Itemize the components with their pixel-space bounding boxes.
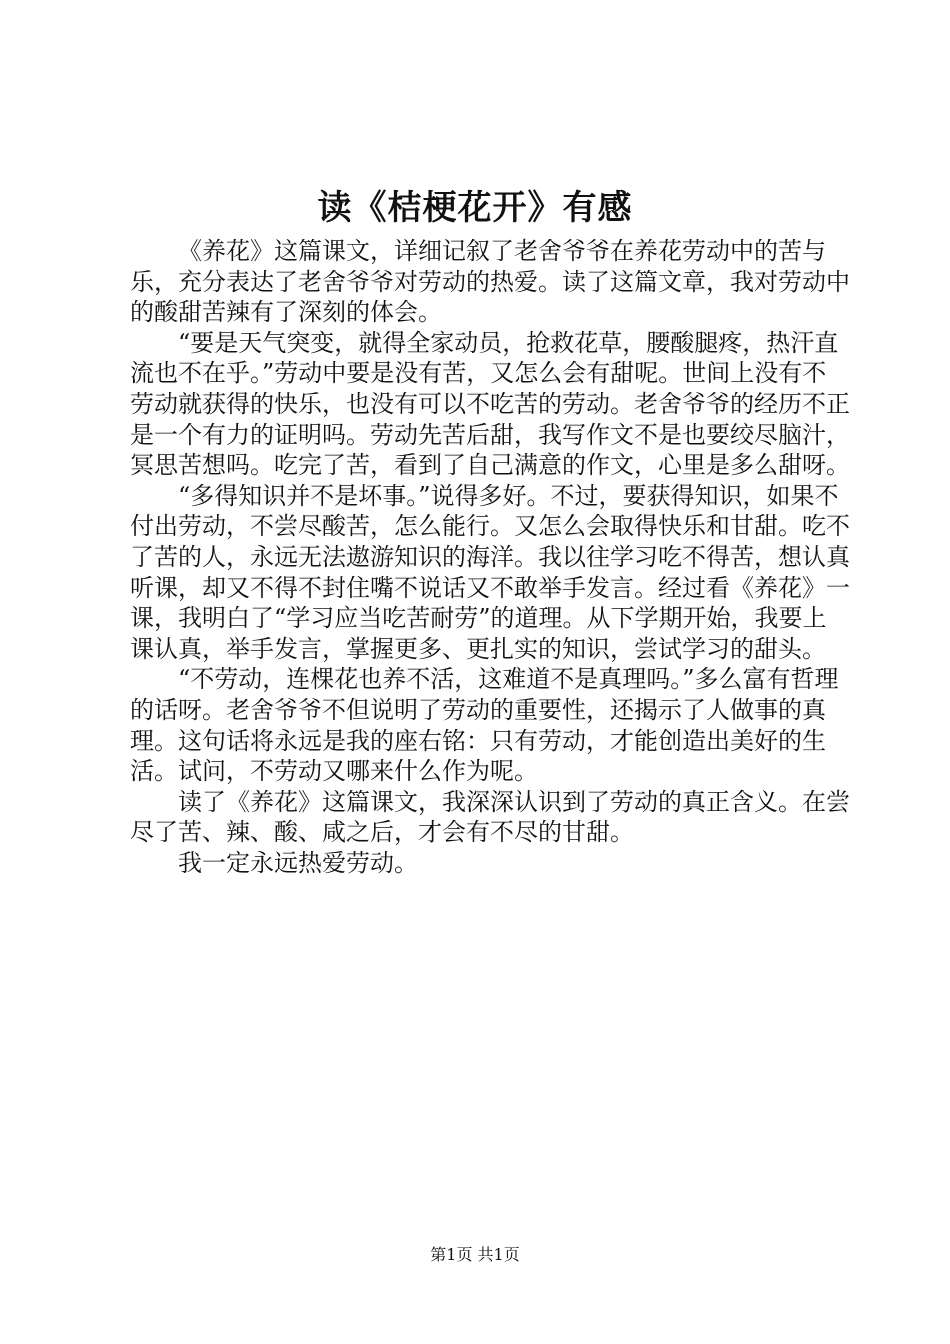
page-footer: 第1页 共1页 xyxy=(430,1245,520,1264)
paragraph-6: 我一定永远热爱劳动。 xyxy=(178,848,418,877)
document-title: 读《桔梗花开》有感 xyxy=(317,188,633,228)
paragraph-5: 读了《养花》这篇课文，我深深认识到了劳动的真正含义。在尝尽了苦、辣、酸、咸之后，才会有不尽的甘甜。 xyxy=(130,787,850,847)
paragraph-2: “要是天气突变，就得全家动员，抢救花草，腰酸腿疼，热汗直流也不在乎。”劳动中要是没有苦，又怎么会有甜呢。世间上没有不劳动就获得的快乐，也没有可以不吃苦的劳动。老舍爷爷的经历不正是一个有力的证明吗。劳动先苦后甜，我写作文不是也要绞尽脑汁，冥思苦想吗。吃完了苦，看到了自己满意的作文，心里是多么甜呀。 xyxy=(130,328,850,480)
document-body xyxy=(130,236,850,878)
paragraph-1: 《养花》这篇课文，详细记叙了老舍爷爷在养花劳动中的苦与乐，充分表达了老舍爷爷对劳动的热爱。读了这篇文章，我对劳动中的酸甜苦辣有了深刻的体会。 xyxy=(130,237,850,327)
paragraph-4: “不劳动，连棵花也养不活，这难道不是真理吗。”多么富有哲理的话呀。老舍爷爷不但说明了劳动的重要性，还揭示了人做事的真理。这句话将永远是我的座右铭：只有劳动，才能创造出美好的生活。试问，不劳动又哪来什么作为呢。 xyxy=(130,665,839,786)
paragraph-3: “多得知识并不是坏事。”说得多好。不过，要获得知识，如果不付出劳动，不尝尽酸苦，怎么能行。又怎么会取得快乐和甘甜。吃不了苦的人，永远无法遨游知识的海洋。我以往学习吃不得苦，想认真听课，却又不得不封住嘴不说话又不敢举手发言。经过看《养花》一课，我明白了“学习应当吃苦耐劳”的道理。从下学期开始，我要上课认真，举手发言，掌握更多、更扎实的知识，尝试学习的甜头。 xyxy=(130,481,850,663)
